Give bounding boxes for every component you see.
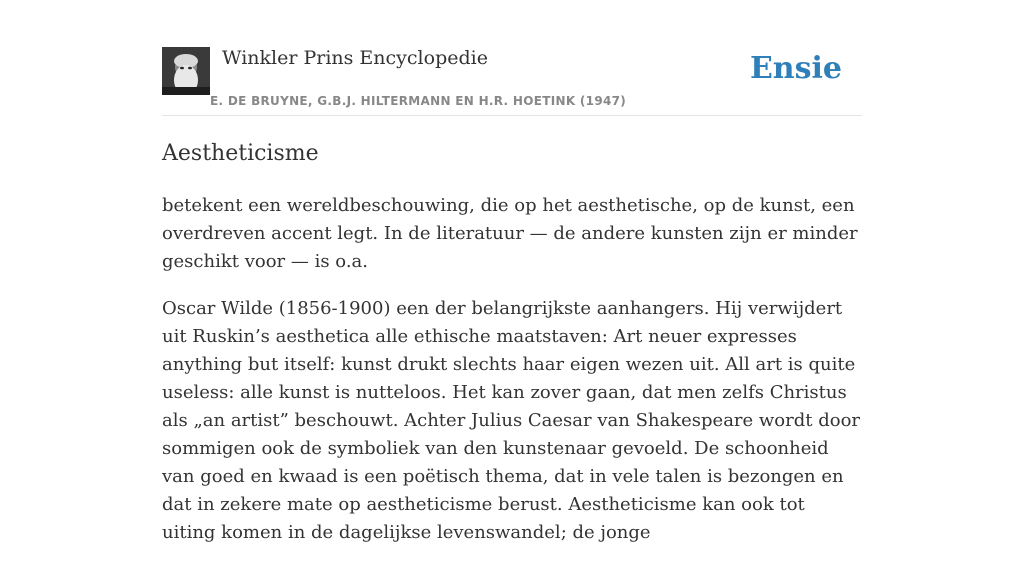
author-avatar[interactable] [162,47,210,95]
entry-body [162,192,862,566]
page [162,0,862,543]
site-title[interactable]: Winkler Prins Encyclopedie [222,47,488,69]
entry-paragraph: betekent een wereldbeschouwing, die op het aesthetische, op de kunst, een overdreven accent legt. In de literatuur — de andere kunsten zijn er minder geschikt voor — is o.a. [162,195,858,272]
bearded-man-portrait-icon [162,47,210,95]
entry-title: Aestheticisme [162,141,319,166]
ensie-logo[interactable]: Ensie [749,51,842,86]
authors-byline: E. DE BRUYNE, G.B.J. HILTERMANN EN H.R. HOETINK (1947) [210,94,627,108]
entry-paragraph: Oscar Wilde (1856-1900) een der belangrijkste aanhangers. Hij verwijdert uit Ruskin’s aesthetica alle ethische maatstaven: Art neuer expresses anything but itself: kunst drukt slechts haar eigen wezen uit. All art is quite useless: alle kunst is nutteloos. Het kan zover gaan, dat men zelfs Christus als „an artist” beschouwt. Achter Julius Caesar van Shakespeare wordt door sommigen ook de symboliek van den kunstenaar gevoeld. De schoonheid van goed en kwaad is een poëtisch thema, dat in vele talen is bezongen en dat in zekere mate op aestheticisme berust. Aestheticisme kan ook tot uiting komen in de dagelijkse levenswandel; de jonge [162,298,861,543]
site-header [162,0,862,116]
